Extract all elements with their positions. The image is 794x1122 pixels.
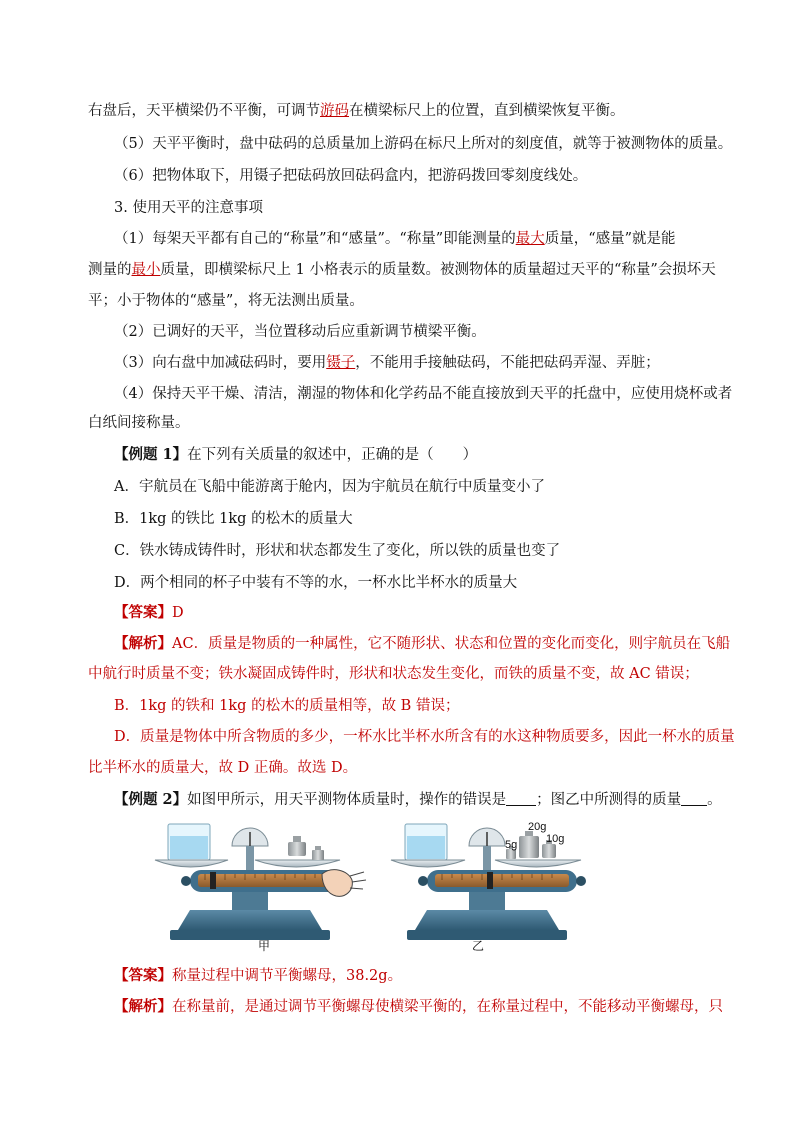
weight-large-left xyxy=(288,842,306,856)
label-10g: 10g xyxy=(546,833,565,845)
balance-figure xyxy=(150,818,670,948)
keyword-tweezers: 镊子 xyxy=(326,355,356,371)
rider-right xyxy=(487,872,493,889)
label-5g: 5g xyxy=(505,839,518,851)
answer-blank-2 xyxy=(681,791,707,806)
step-6: （6）把物体取下，用镊子把砝码放回砝码盒内，把游码拨回零刻度线处。 xyxy=(114,168,588,184)
section-heading: 3. 使用天平的注意事项 xyxy=(114,200,263,216)
option-c: C．铁水铸成铸件时，形状和状态都发生了变化，所以铁的质量也变了 xyxy=(114,543,561,559)
example-1-explanation-4: D．质量是物体中所含物质的多少，一杯水比半杯水所含有的水这种物质要多，因此一杯水的质量 xyxy=(114,729,735,745)
step-5: （5）天平平衡时，盘中砝码的总质量加上游码在标尺上所对的刻度值，就等于被测物体的质量。 xyxy=(114,136,733,152)
example-1-explanation-2: 中航行时质量不变；铁水凝固成铸件时，形状和状态发生变化，而铁的质量不变，故 AC 错误； xyxy=(88,666,699,682)
weight-20g xyxy=(519,836,539,858)
weight-small-left xyxy=(312,850,324,860)
note-3: （3）向右盘中加减砝码时，要用镊子，不能用手接触砝码，不能把砝码弄湿、弄脏； xyxy=(114,355,660,371)
example-1-answer: 【答案】D xyxy=(114,604,184,621)
example-2-answer: 【答案】称量过程中调节平衡螺母，38.2g。 xyxy=(114,967,403,984)
hand-icon xyxy=(322,870,366,897)
weight-10g xyxy=(542,844,556,858)
keyword-rider: 游码 xyxy=(320,103,349,119)
example-2-explanation: 【解析】在称量前，是通过调节平衡螺母使横梁平衡的，在称量过程中，不能移动平衡螺母，只 xyxy=(114,998,723,1015)
note-1-line-3: 平；小于物体的“感量”，将无法测出质量。 xyxy=(88,293,364,309)
example-2-stem: 【例题 2】如图甲所示，用天平测物体质量时，操作的错误是 ；图乙中所测得的质量 。 xyxy=(114,791,722,808)
option-a: A．宇航员在飞船中能游离于舱内，因为宇航员在航行中质量变小了 xyxy=(114,479,545,495)
example-1-explanation-3: B．1kg 的铁和 1kg 的松木的质量相等，故 B 错误； xyxy=(114,698,460,714)
option-b: B．1kg 的铁比 1kg 的松木的质量大 xyxy=(114,511,353,527)
example-1-explanation-1: 【解析】AC．质量是物质的一种属性，它不随形状、状态和位置的变化而变化，则宇航员在飞船 xyxy=(114,635,731,652)
keyword-min: 最小 xyxy=(131,262,161,278)
note-2: （2）已调好的天平，当位置移动后应重新调节横梁平衡。 xyxy=(114,324,486,340)
note-4-line-1: （4）保持天平干燥、清洁，潮湿的物体和化学药品不能直接放到天平的托盘中，应使用烧杯或者 xyxy=(114,386,733,402)
example-1-stem: 【例题 1】在下列有关质量的叙述中，正确的是（ ） xyxy=(114,446,478,463)
balance-left xyxy=(155,824,366,940)
answer-blank-1 xyxy=(506,791,536,806)
caption-jia: 甲 xyxy=(258,939,271,953)
para-adjust-rider: 右盘后，天平横梁仍不平衡，可调节游码在横梁标尺上的位置，直到横梁恢复平衡。 xyxy=(88,103,625,119)
note-1-line-2: 测量的最小质量，即横梁标尺上 1 小格表示的质量数。被测物体的质量超过天平的“称量”会损坏天 xyxy=(88,262,716,278)
caption-yi: 乙 xyxy=(472,939,485,953)
example-1-explanation-5: 比半杯水的质量大，故 D 正确。故选 D。 xyxy=(88,760,358,776)
label-20g: 20g xyxy=(528,821,547,833)
option-d: D．两个相同的杯子中装有不等的水，一杯水比半杯水的质量大 xyxy=(114,575,518,591)
keyword-max: 最大 xyxy=(515,231,545,247)
rider-left xyxy=(210,872,216,889)
note-1-line-1: （1）每架天平都有自己的“称量”和“感量”。“称量”即能测量的最大质量，“感量”就是能 xyxy=(114,231,676,247)
note-4-line-2: 白纸间接称量。 xyxy=(88,415,190,431)
